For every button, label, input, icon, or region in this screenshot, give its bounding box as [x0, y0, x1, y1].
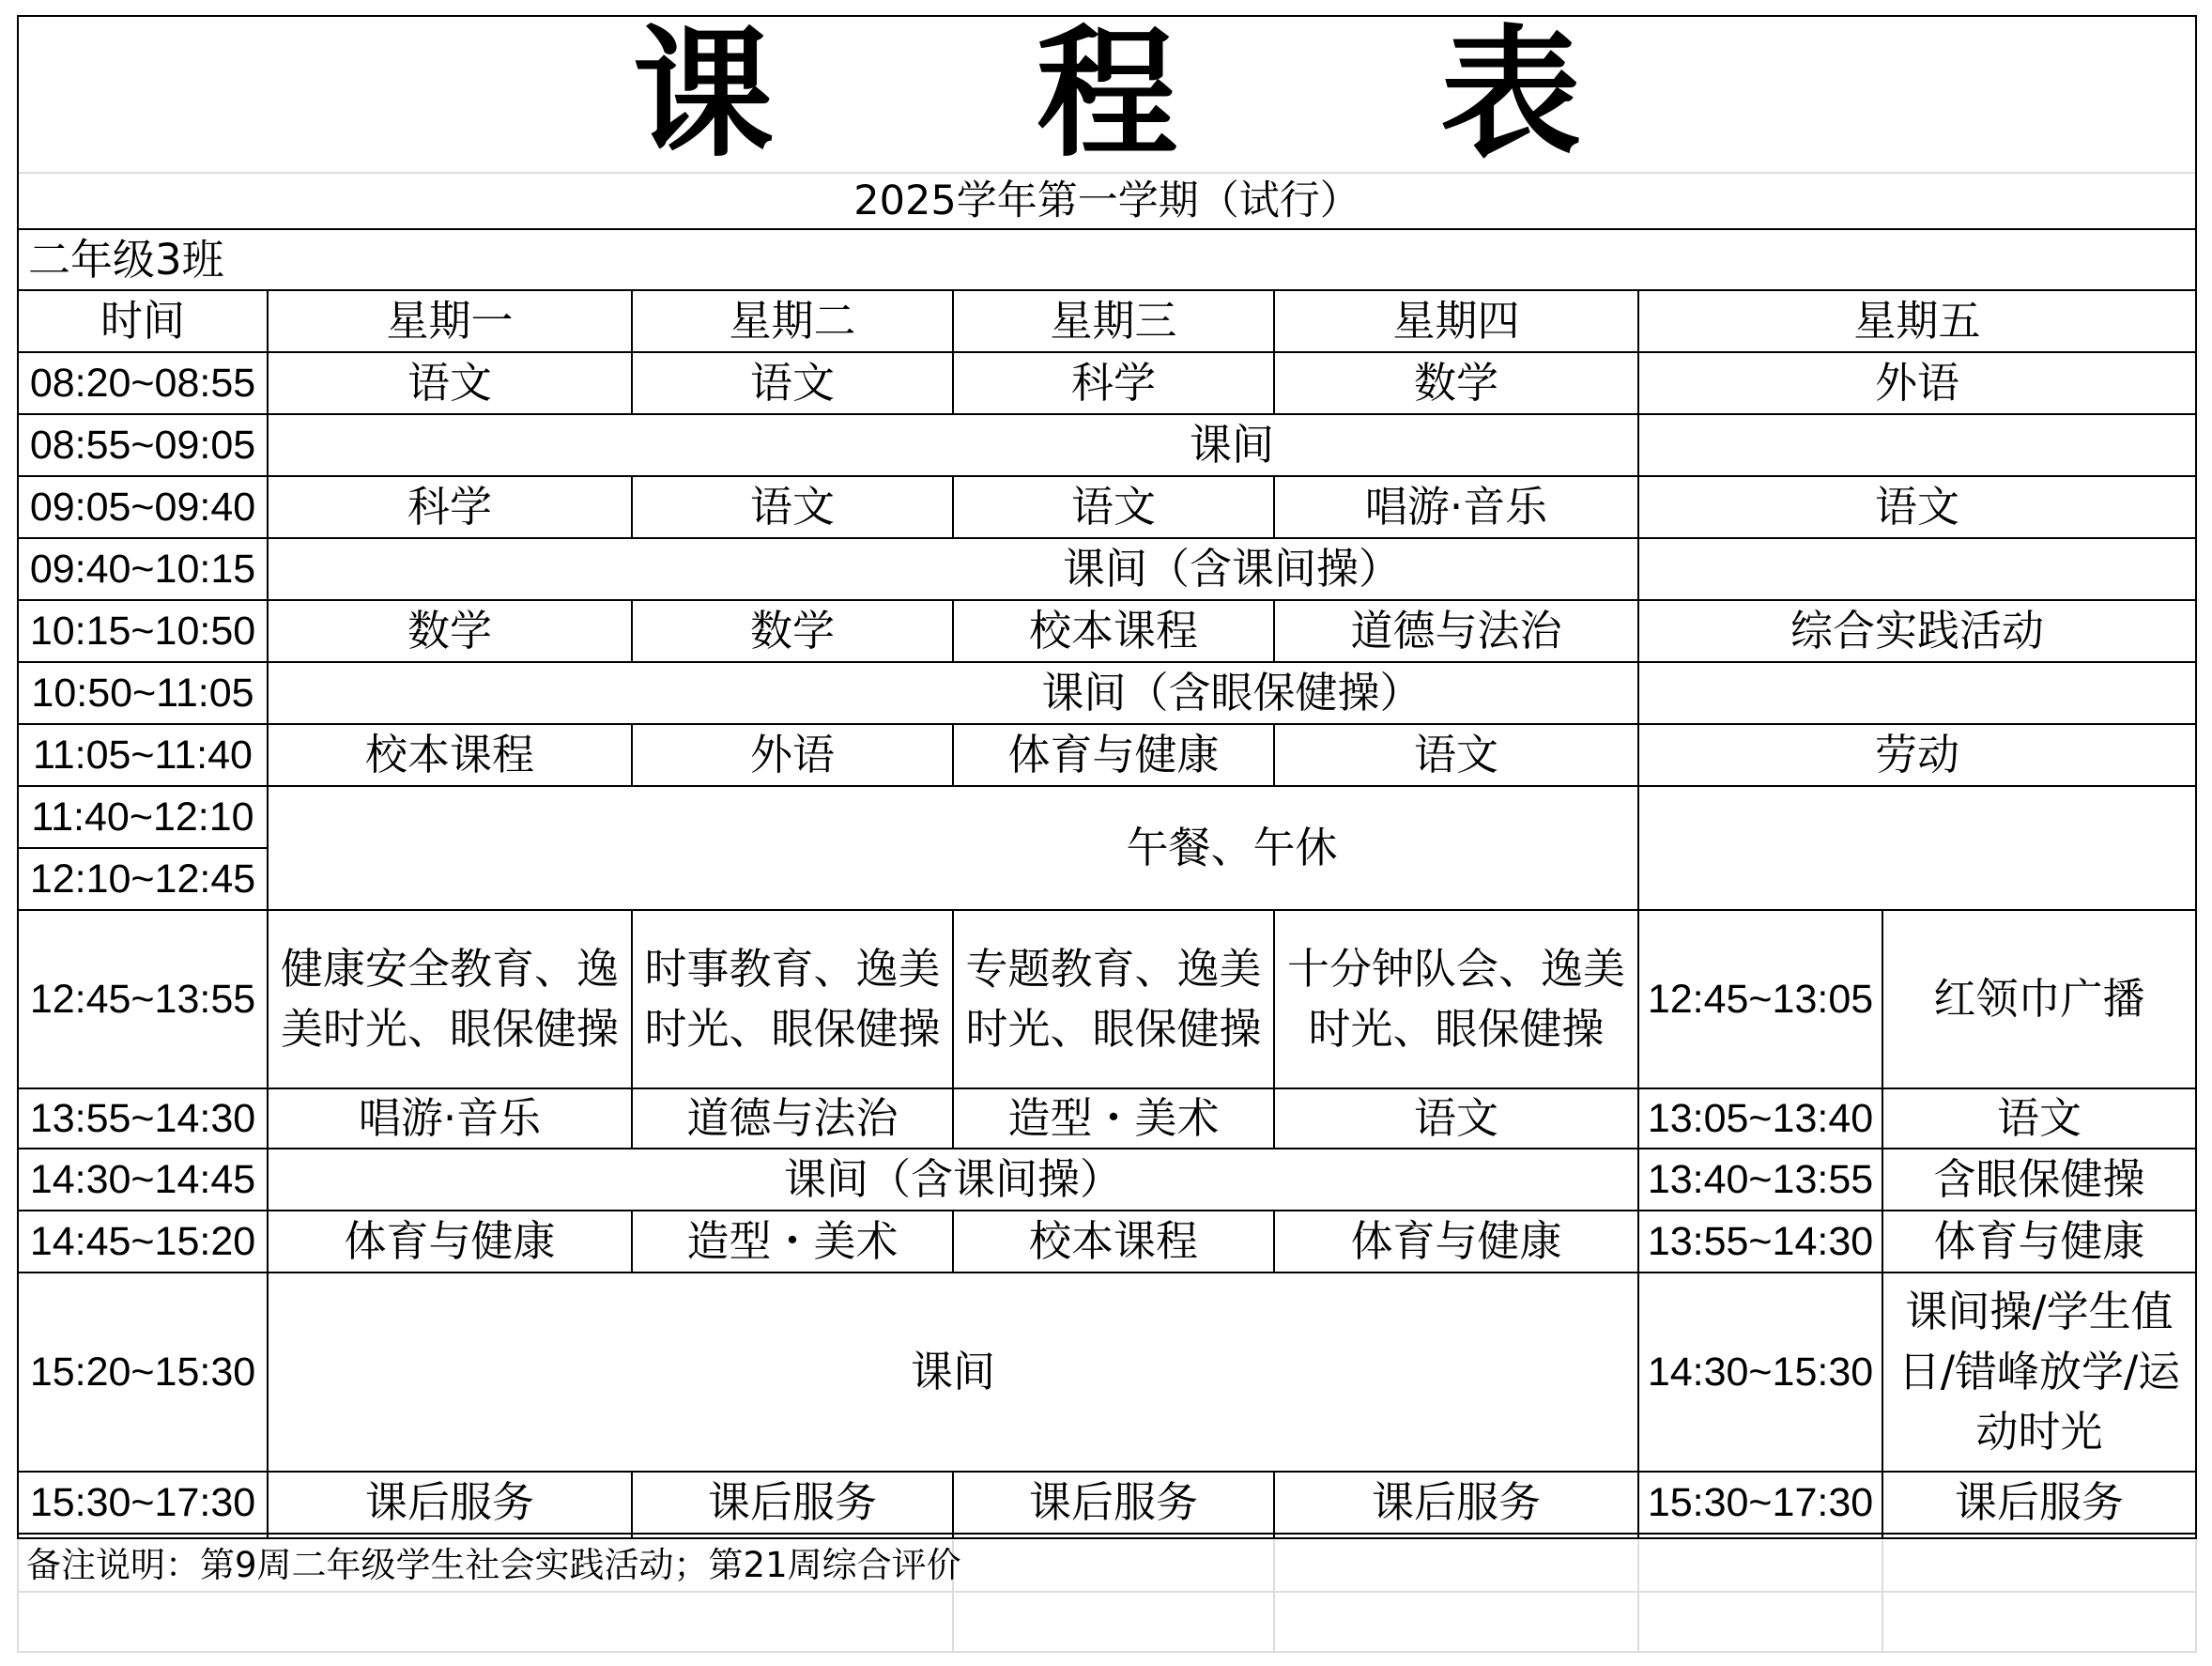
lesson-cell: 校本课程 — [1028, 1216, 1198, 1267]
lesson-cell: 健康安全教育、逸美时光、眼保健操 — [280, 944, 619, 1054]
break-cell: 课间（含课间操） — [1062, 544, 1401, 594]
lesson-cell: 唱游·音乐 — [358, 1093, 542, 1144]
lesson-cell: 外语 — [749, 730, 835, 780]
break-cell: 课间（含课间操） — [783, 1154, 1122, 1205]
gridline — [1637, 1540, 1639, 1653]
lesson-cell: 课后服务 — [1371, 1477, 1541, 1528]
lesson-cell: 课后服务 — [1028, 1477, 1198, 1528]
lesson-cell: 体育与健康 — [1933, 1216, 2145, 1267]
lesson-cell: 语文 — [1996, 1093, 2081, 1144]
friday-time: 13:05~13:40 — [1647, 1095, 1874, 1141]
lesson-cell: 校本课程 — [364, 730, 534, 780]
break-cell: 课间 — [1189, 420, 1274, 470]
border-line — [17, 1533, 2197, 1535]
time-slot: 12:45~13:55 — [29, 976, 256, 1022]
lesson-cell: 造型・美术 — [686, 1216, 899, 1267]
lesson-cell: 道德与法治 — [1350, 606, 1562, 656]
lesson-cell: 科学 — [407, 482, 492, 532]
lesson-cell: 体育与健康 — [344, 1216, 556, 1267]
gridline — [1882, 1540, 1883, 1653]
class-name: 二年级3班 — [28, 234, 224, 285]
lesson-cell: 科学 — [1070, 358, 1156, 409]
friday-time: 15:30~17:30 — [1647, 1479, 1874, 1525]
header-thu: 星期四 — [1392, 296, 1520, 347]
lesson-cell: 十分钟队会、逸美时光、眼保健操 — [1286, 944, 1625, 1054]
lesson-cell: 综合实践活动 — [1790, 606, 2044, 656]
time-slot: 11:05~11:40 — [33, 732, 253, 778]
time-slot: 15:30~17:30 — [29, 1479, 256, 1525]
lesson-cell: 语文 — [407, 358, 492, 409]
lesson-cell: 校本课程 — [1028, 606, 1198, 656]
lesson-cell: 语文 — [1874, 482, 1959, 532]
time-slot: 13:55~14:30 — [29, 1095, 256, 1141]
lesson-cell: 唱游·音乐 — [1364, 482, 1548, 532]
header-time: 时间 — [100, 296, 185, 347]
time-slot: 09:05~09:40 — [29, 484, 256, 530]
break-cell: 课间（含眼保健操） — [1041, 668, 1422, 718]
title-char: 表 — [1440, 17, 1582, 172]
lesson-cell: 时事教育、逸美时光、眼保健操 — [644, 944, 941, 1054]
time-slot: 08:55~09:05 — [29, 422, 256, 468]
lesson-cell: 语文 — [1413, 1093, 1498, 1144]
title-char: 课 — [632, 17, 774, 172]
friday-time: 13:40~13:55 — [1647, 1156, 1874, 1202]
lesson-cell: 语文 — [1413, 730, 1498, 780]
lesson-cell: 造型・美术 — [1007, 1093, 1220, 1144]
header-mon: 星期一 — [386, 296, 514, 347]
lesson-cell: 课后服务 — [707, 1477, 877, 1528]
lunch-cell: 午餐、午休 — [1126, 823, 1338, 873]
header-fri: 星期五 — [1853, 296, 1981, 347]
lesson-cell: 含眼保健操 — [1933, 1154, 2145, 1205]
remark-note: 备注说明：第9周二年级学生社会实践活动；第21周综合评价 — [26, 1545, 961, 1586]
lesson-cell: 数学 — [407, 606, 492, 656]
time-slot: 15:20~15:30 — [29, 1349, 256, 1395]
lesson-cell: 红领巾广播 — [1933, 974, 2145, 1025]
friday-time: 14:30~15:30 — [1647, 1349, 1874, 1395]
time-slot: 08:20~08:55 — [29, 360, 256, 406]
border-line — [17, 1537, 2197, 1539]
lesson-cell: 语文 — [749, 482, 835, 532]
lesson-cell: 语文 — [1070, 482, 1156, 532]
lesson-cell: 课后服务 — [364, 1477, 534, 1528]
time-slot: 14:45~15:20 — [29, 1218, 256, 1264]
header-wed: 星期三 — [1050, 296, 1177, 347]
break-cell: 课间 — [910, 1347, 995, 1397]
lesson-cell: 体育与健康 — [1007, 730, 1220, 780]
lesson-cell: 体育与健康 — [1350, 1216, 1562, 1267]
border-line — [2195, 15, 2197, 1539]
gridline — [17, 1651, 2195, 1653]
header-tue: 星期二 — [729, 296, 856, 347]
title-char: 程 — [1036, 17, 1177, 172]
time-slot: 14:30~14:45 — [29, 1156, 256, 1202]
lesson-cell: 道德与法治 — [686, 1093, 899, 1144]
friday-time: 13:55~14:30 — [1647, 1218, 1874, 1264]
lesson-cell: 课间操/学生值日/错峰放学/运动时光 — [1897, 1287, 2181, 1457]
lesson-cell: 劳动 — [1874, 730, 1959, 780]
lesson-cell: 课后服务 — [1954, 1477, 2124, 1528]
time-slot: 09:40~10:15 — [29, 546, 256, 592]
friday-time: 12:45~13:05 — [1647, 976, 1874, 1022]
time-slot: 10:15~10:50 — [29, 608, 256, 654]
time-slot: 12:10~12:45 — [29, 856, 256, 902]
time-slot: 11:40~12:10 — [31, 794, 254, 840]
lesson-cell: 数学 — [1413, 358, 1498, 409]
lesson-cell: 语文 — [749, 358, 835, 409]
lesson-cell: 外语 — [1874, 358, 1959, 409]
gridline — [17, 1591, 2195, 1593]
time-slot: 10:50~11:05 — [31, 670, 254, 716]
lesson-cell: 数学 — [749, 606, 835, 656]
lesson-cell: 专题教育、逸美时光、眼保健操 — [965, 944, 1262, 1054]
semester-subtitle: 2025学年第一学期（试行） — [853, 177, 1360, 224]
page-title — [19, 17, 2195, 172]
gridline — [2195, 1540, 2197, 1653]
